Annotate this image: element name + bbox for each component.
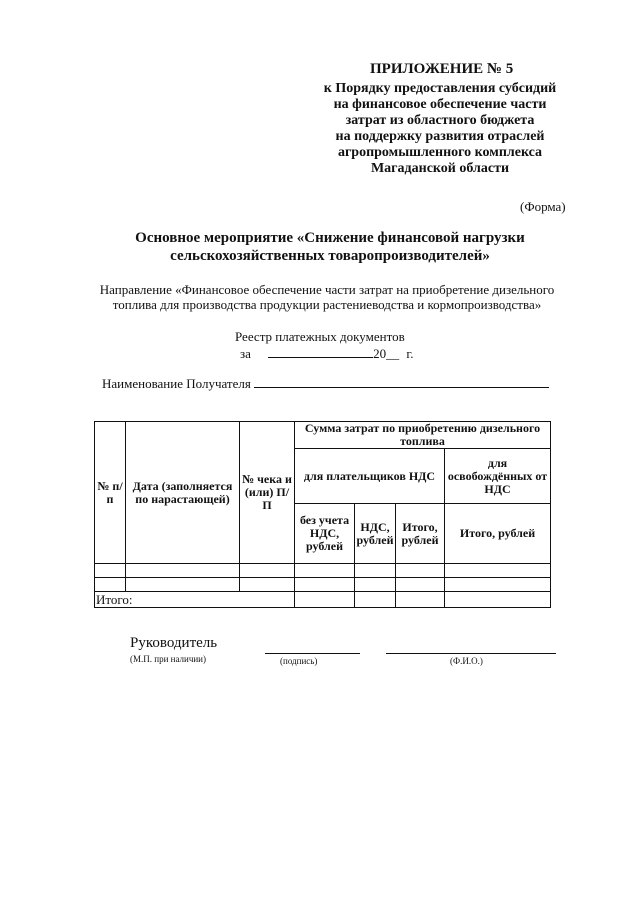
header-vat: НДС, рублей [355, 504, 396, 564]
cell[interactable] [396, 564, 445, 578]
cell[interactable] [95, 564, 126, 578]
header-total: Итого, рублей [396, 504, 445, 564]
signature-line [265, 653, 360, 654]
registry-period [240, 346, 414, 362]
appendix-line: к Порядку предоставления субсидий [323, 81, 557, 96]
recipient-row [102, 376, 549, 392]
year-suffix: г. [406, 346, 414, 361]
header-num: № п/п [95, 422, 126, 564]
event-line: Основное мероприятие «Снижение финансовой нагрузки [135, 230, 525, 246]
fio-line [386, 653, 556, 654]
cell[interactable] [240, 578, 295, 592]
header-date: Дата (заполняется по нарастающей) [126, 422, 240, 564]
cell[interactable] [396, 578, 445, 592]
registry-table [94, 421, 551, 608]
cell[interactable] [445, 578, 551, 592]
appendix-line: агропромышленного комплекса [337, 145, 543, 160]
cell[interactable] [355, 592, 396, 608]
appendix-line: Магаданской области [370, 161, 510, 176]
cell[interactable] [445, 592, 551, 608]
appendix-line: на финансовое обеспечение части [333, 97, 547, 112]
header-without-vat: без учета НДС, рублей [295, 504, 355, 564]
cell[interactable] [126, 578, 240, 592]
stamp-note: (М.П. при наличии) [130, 654, 206, 664]
total-row [95, 592, 551, 608]
form-label: (Форма) [520, 199, 566, 214]
cell[interactable] [396, 592, 445, 608]
cell[interactable] [295, 592, 355, 608]
direction-line: Направление «Финансовое обеспечение части затрат на приобретение дизельного [99, 282, 555, 297]
table-row [95, 578, 551, 592]
signature-label: (подпись) [280, 656, 318, 666]
period-blank [268, 346, 373, 358]
registry-title: Реестр платежных документов [235, 329, 405, 344]
direction-text [92, 282, 562, 312]
year-blank: __ [386, 346, 400, 361]
direction-line: топлива для производства продукции растениеводства и кормопроизводства» [112, 297, 542, 312]
recipient-blank [254, 376, 549, 388]
cell[interactable] [355, 578, 396, 592]
za-label: за [240, 346, 251, 361]
cell[interactable] [95, 578, 126, 592]
cell[interactable] [295, 564, 355, 578]
cell[interactable] [445, 564, 551, 578]
header-sum: Сумма затрат по приобретению дизельного топлива [295, 422, 551, 449]
event-line: сельскохозяйственных товаропроизводителей» [170, 248, 490, 264]
year-prefix: 20 [373, 346, 387, 361]
event-title [110, 229, 550, 265]
recipient-label: Наименование Получателя [102, 376, 251, 391]
total-label: Итого: [95, 592, 295, 608]
appendix-line: затрат из областного бюджета [345, 113, 535, 128]
appendix-line: на поддержку развития отраслей [335, 129, 545, 144]
header-total-exempt: Итого, рублей [445, 504, 551, 564]
fio-label: (Ф.И.О.) [450, 656, 483, 666]
cell[interactable] [355, 564, 396, 578]
signature-head: Руководитель [130, 635, 218, 651]
header-payers: для плательщиков НДС [295, 449, 445, 504]
cell[interactable] [126, 564, 240, 578]
appendix-title: ПРИЛОЖЕНИЕ № 5 [370, 61, 514, 77]
header-check: № чека и (или) П/П [240, 422, 295, 564]
header-exempt: для освобождённых от НДС [445, 449, 551, 504]
table-row [95, 564, 551, 578]
cell[interactable] [295, 578, 355, 592]
cell[interactable] [240, 564, 295, 578]
appendix-subtitle [305, 81, 575, 177]
